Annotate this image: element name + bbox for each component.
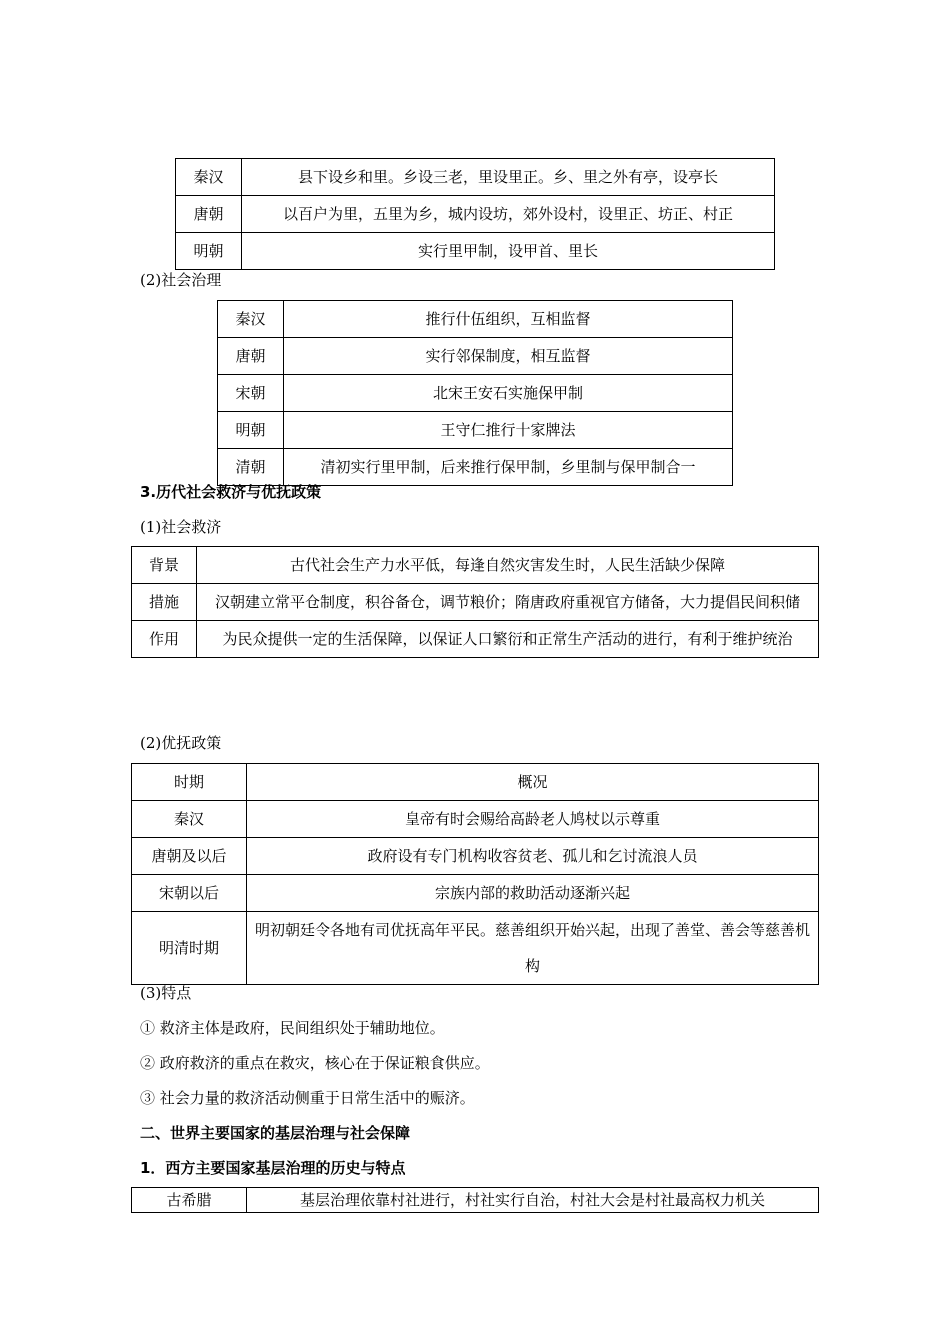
social-governance-heading: (2)社会治理 [140,271,222,289]
period-cell: 唐朝 [176,196,242,233]
content-cell: 实行里甲制，设甲首、里长 [242,233,775,270]
period-cell: 秦汉 [176,159,242,196]
period-cell: 宋朝 [218,375,284,412]
period-cell: 清朝 [218,449,284,486]
feature-item: ① 救济主体是政府，民间组织处于辅助地位。 [140,1019,445,1037]
label-cell: 背景 [132,547,197,584]
table-row [132,547,819,584]
table-row [176,159,775,196]
feature-item: ② 政府救济的重点在救灾，核心在于保证粮食供应。 [140,1054,490,1072]
label-cell: 措施 [132,584,197,621]
social-relief-table [131,546,819,658]
table-row [218,375,733,412]
header-period: 时期 [132,764,247,801]
content-cell: 清初实行里甲制，后来推行保甲制，乡里制与保甲制合一 [284,449,733,486]
content-cell: 汉朝建立常平仓制度，积谷备仓，调节粮价；隋唐政府重视官方储备，大力提倡民间积储 [197,584,819,621]
period-cell: 秦汉 [218,301,284,338]
table-row [132,875,819,912]
content-cell: 县下设乡和里。乡设三老，里设里正。乡、里之外有亭，设亭长 [242,159,775,196]
table-row [218,449,733,486]
grassroots-organization-table [175,158,775,270]
content-cell: 宗族内部的救助活动逐渐兴起 [247,875,819,912]
preferential-heading: (2)优抚政策 [140,734,222,752]
period-cell: 唐朝 [218,338,284,375]
period-cell: 明朝 [218,412,284,449]
table-header-row [132,764,819,801]
western-governance-table [131,1187,819,1213]
table-row [132,584,819,621]
section3-heading: 3.历代社会救济与优抚政策 [140,483,322,501]
social-governance-table [217,300,733,486]
feature-item: ③ 社会力量的救济活动侧重于日常生活中的赈济。 [140,1089,475,1107]
period-cell: 明朝 [176,233,242,270]
table-row [218,301,733,338]
part2-subheading: 1．西方主要国家基层治理的历史与特点 [140,1159,406,1177]
content-cell: 明初朝廷令各地有司优抚高年平民。慈善组织开始兴起，出现了善堂、善会等慈善机构 [247,912,819,985]
header-content: 概况 [247,764,819,801]
content-cell: 王守仁推行十家牌法 [284,412,733,449]
table-row [176,233,775,270]
features-heading: (3)特点 [140,984,192,1002]
part2-heading: 二、世界主要国家的基层治理与社会保障 [140,1124,411,1142]
period-cell: 古希腊 [132,1188,247,1213]
period-cell: 明清时期 [132,912,247,985]
table-row [132,838,819,875]
table-row [176,196,775,233]
content-cell: 实行邻保制度，相互监督 [284,338,733,375]
period-cell: 宋朝以后 [132,875,247,912]
preferential-policy-table [131,763,819,985]
table-row [132,912,819,985]
period-cell: 唐朝及以后 [132,838,247,875]
label-cell: 作用 [132,621,197,658]
content-cell: 古代社会生产力水平低，每逢自然灾害发生时，人民生活缺少保障 [197,547,819,584]
relief-heading: (1)社会救济 [140,518,222,536]
content-cell: 基层治理依靠村社进行，村社实行自治，村社大会是村社最高权力机关 [247,1188,819,1213]
table-row [218,412,733,449]
content-cell: 皇帝有时会赐给高龄老人鸠杖以示尊重 [247,801,819,838]
content-cell: 政府设有专门机构收容贫老、孤儿和乞讨流浪人员 [247,838,819,875]
table-row [218,338,733,375]
table-row [132,1188,819,1213]
content-cell: 为民众提供一定的生活保障，以保证人口繁衍和正常生产活动的进行，有利于维护统治 [197,621,819,658]
content-cell: 推行什伍组织，互相监督 [284,301,733,338]
content-cell: 以百户为里，五里为乡，城内设坊，郊外设村，设里正、坊正、村正 [242,196,775,233]
content-cell: 北宋王安石实施保甲制 [284,375,733,412]
table-row [132,621,819,658]
table-row [132,801,819,838]
period-cell: 秦汉 [132,801,247,838]
